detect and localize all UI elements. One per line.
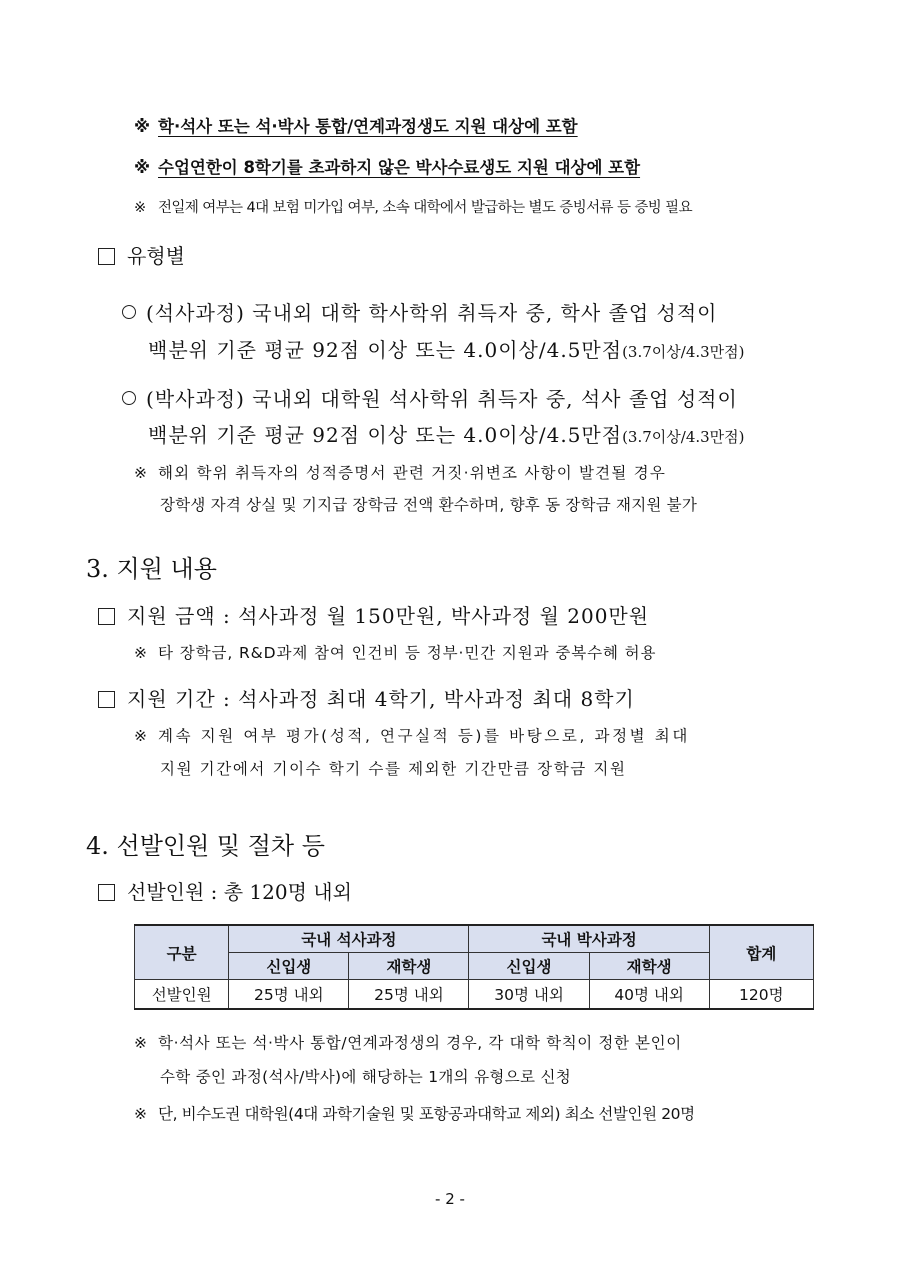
note-fulltime-proof: ※ 전일제 여부는 4대 보험 미가입 여부, 소속 대학에서 발급하는 별도 증빙서류 등 증빙 필요 <box>134 200 692 216</box>
doctor-group-header: 국내 박사과정 <box>469 925 709 953</box>
section3-title: 3. 지원 내용 <box>86 555 217 583</box>
period-note-line1: ※ 계속 지원 여부 평가(성적, 연구실적 등)를 바탕으로, 과정별 최대 <box>134 727 690 745</box>
note-integrated-course: ※ 학·석사 또는 석·박사 통합/연계과정생도 지원 대상에 포함 <box>134 117 578 136</box>
table-cell: 25명 내외 <box>229 980 349 1010</box>
table-cell: 25명 내외 <box>349 980 469 1010</box>
support-period: 지원 기간 : 석사과정 최대 4학기, 박사과정 최대 8학기 <box>98 683 635 712</box>
duplicate-benefit-note: ※ 타 장학금, R&D과제 참여 인건비 등 정부·민간 지원과 중복수혜 허용 <box>134 644 657 662</box>
master-new-header: 신입생 <box>229 953 349 980</box>
foreign-degree-note-line1: ※ 해외 학위 취득자의 성적증명서 관련 거짓·위변조 사항이 발견될 경우 <box>134 464 666 482</box>
checkbox-square-icon <box>98 691 115 708</box>
note-completion-students: ※ 수업연한이 8학기를 초과하지 않은 박사수료생도 지원 대상에 포함 <box>134 158 641 177</box>
period-note-line2: 지원 기간에서 기이수 학기 수를 제외한 기간만큼 장학금 지원 <box>160 760 627 778</box>
master-criteria-line1: (석사과정) 국내외 대학 학사학위 취득자 중, 학사 졸업 성적이 <box>122 297 718 326</box>
table-cell: 40명 내외 <box>589 980 709 1010</box>
headcount: 선발인원 : 총 120명 내외 <box>98 876 352 905</box>
master-group-header: 국내 석사과정 <box>229 925 469 953</box>
master-current-header: 재학생 <box>349 953 469 980</box>
section4-title: 4. 선발인원 및 절차 등 <box>86 832 325 860</box>
circle-bullet-icon <box>122 305 136 319</box>
doctor-criteria-line1: (박사과정) 국내외 대학원 석사학위 취득자 중, 석사 졸업 성적이 <box>122 383 738 412</box>
reference-mark: ※ <box>134 200 146 216</box>
row-label: 선발인원 <box>135 980 229 1010</box>
integrated-apply-note-line1: ※ 학·석사 또는 석·박사 통합/연계과정생의 경우, 각 대학 학칙이 정한 본인이 <box>134 1034 682 1052</box>
total-header: 합계 <box>709 925 813 980</box>
reference-mark: ※ <box>134 1034 148 1052</box>
table-cell: 30명 내외 <box>469 980 589 1010</box>
doctor-current-header: 재학생 <box>589 953 709 980</box>
checkbox-square-icon <box>98 884 115 901</box>
circle-bullet-icon <box>122 391 136 405</box>
integrated-apply-note-line2: 수학 중인 과정(석사/박사)에 해당하는 1개의 유형으로 신청 <box>160 1068 572 1086</box>
master-criteria-line2: 백분위 기준 평균 92점 이상 또는 4.0이상/4.5만점(3.7이상/4.3만점) <box>148 338 745 362</box>
table-row <box>135 980 814 1010</box>
support-amount: 지원 금액 : 석사과정 월 150만원, 박사과정 월 200만원 <box>98 600 649 629</box>
page-number: - 2 - <box>435 1190 465 1208</box>
division-header: 구분 <box>135 925 229 980</box>
reference-mark: ※ <box>134 464 149 482</box>
reference-mark: ※ <box>134 117 151 136</box>
checkbox-square-icon <box>98 608 115 625</box>
reference-mark: ※ <box>134 1105 147 1123</box>
by-type-heading: 유형별 <box>98 240 185 269</box>
reference-mark: ※ <box>134 644 148 662</box>
doctor-new-header: 신입생 <box>469 953 589 980</box>
foreign-degree-note-line2: 장학생 자격 상실 및 기지급 장학금 전액 환수하며, 향후 동 장학금 재지원 불가 <box>160 496 698 514</box>
selection-table <box>134 924 814 1010</box>
reference-mark: ※ <box>134 727 150 745</box>
non-capital-note: ※ 단, 비수도권 대학원(4대 과학기술원 및 포항공과대학교 제외) 최소 선발인원 20명 <box>134 1105 695 1123</box>
checkbox-square-icon <box>98 248 115 265</box>
reference-mark: ※ <box>134 158 151 177</box>
table-cell: 120명 <box>709 980 813 1010</box>
doctor-criteria-line2: 백분위 기준 평균 92점 이상 또는 4.0이상/4.5만점(3.7이상/4.3만점) <box>148 423 745 447</box>
